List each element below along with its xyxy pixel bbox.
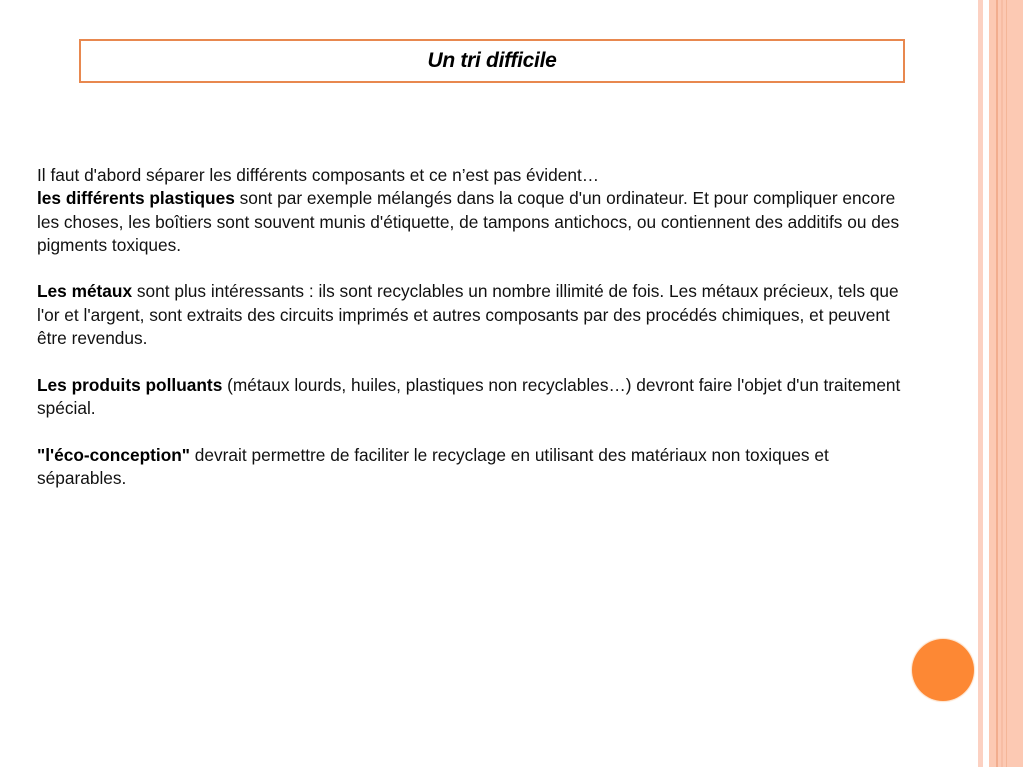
intro-line: Il faut d'abord séparer les différents composants et ce n’est pas évident… xyxy=(37,165,600,185)
decorative-stripe-line xyxy=(996,0,998,767)
bold-term-eco-conception: "l'éco-conception" xyxy=(37,444,190,465)
bold-term-plastiques: les différents plastiques xyxy=(37,188,235,209)
paragraph-text: sont par exemple mélangés dans la coque d'un ordinateur. Et pour compliquer encore les choses, les boîtiers sont souvent munis d'étiquette, de tampons antichocs, ou contiennent des additifs ou des pigments toxiques. xyxy=(37,188,900,255)
slide-body xyxy=(37,164,907,513)
orange-circle-icon xyxy=(912,639,974,701)
paragraph-text: (métaux lourds, huiles, plastiques non recyclables…) devront faire l'objet d'un traitement spécial. xyxy=(37,374,901,418)
paragraph-plastiques xyxy=(37,164,907,257)
paragraph-eco-conception xyxy=(37,444,907,491)
slide-title: Un tri difficile xyxy=(427,49,557,72)
paragraph-text: devrait permettre de faciliter le recyclage en utilisant des matériaux non toxiques et séparables. xyxy=(37,444,829,488)
title-box xyxy=(79,39,905,83)
bold-term-metaux: Les métaux xyxy=(37,281,133,302)
decorative-stripe-line xyxy=(1006,0,1007,767)
decorative-stripe-line xyxy=(1001,0,1003,767)
decorative-stripe xyxy=(978,0,983,767)
paragraph-text: sont plus intéressants : ils sont recyclables un nombre illimité de fois. Les métaux précieux, tels que l'or et l'argent, sont extraits des circuits imprimés et autres composants par des procédés chimiques, et peuvent être revendus. xyxy=(37,281,899,349)
bold-term-polluants: Les produits polluants xyxy=(37,374,223,395)
paragraph-polluants xyxy=(37,374,907,421)
paragraph-metaux xyxy=(37,280,907,350)
